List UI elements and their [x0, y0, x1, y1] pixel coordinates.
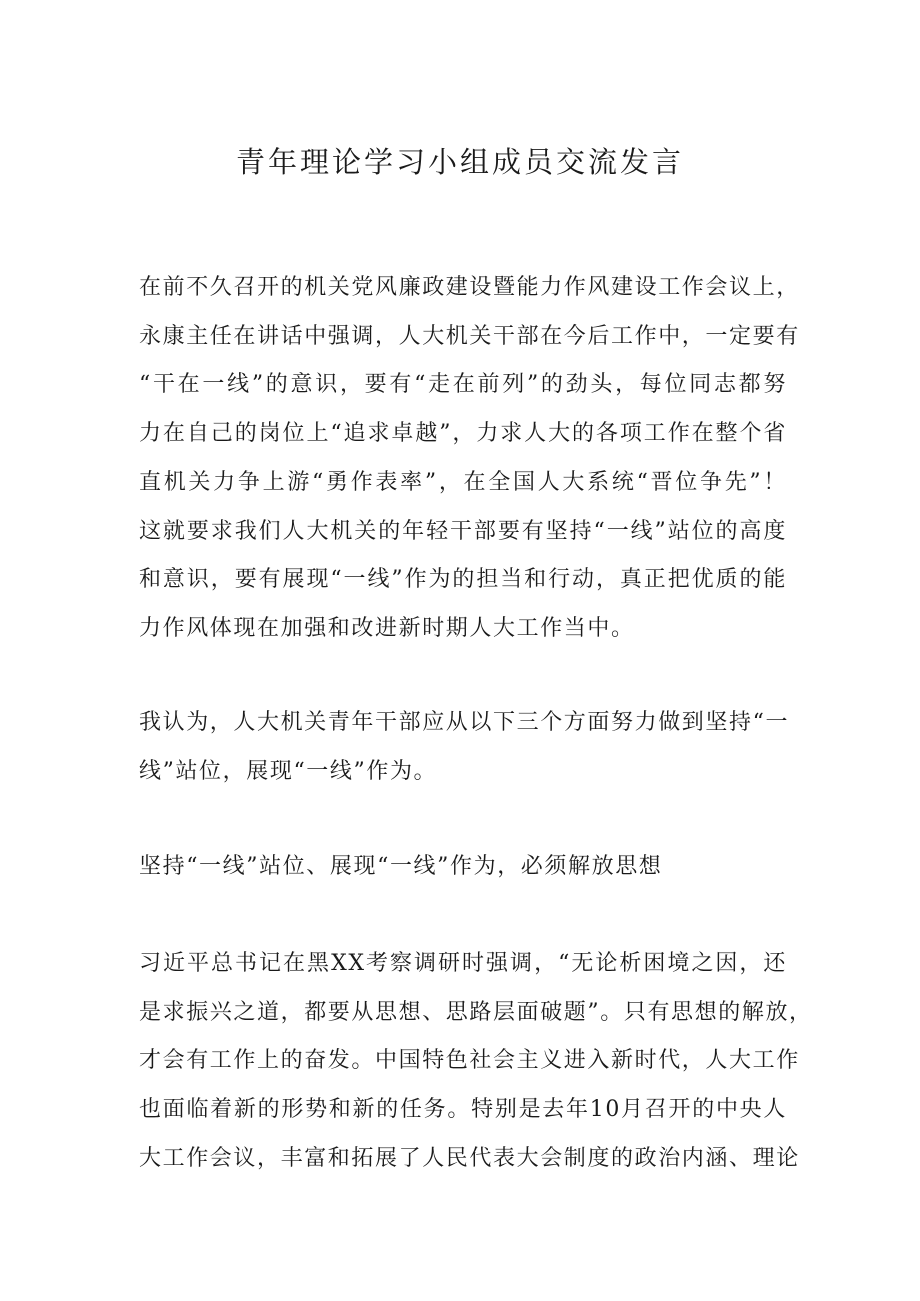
paragraph-line: 力作风体现在加强和改进新时期人大工作当中。: [139, 615, 635, 641]
paragraph-line: 在前不久召开的机关党风廉政建设暨能力作风建设工作会议上，: [139, 275, 800, 300]
paragraph-line: 是求振兴之道，都要从思想、思路层面破题”。只有思想的解放，: [139, 999, 813, 1025]
document-title: 青年理论学习小组成员交流发言: [235, 145, 684, 179]
paragraph-line: 习近平总书记在黑XX考察调研时强调，“无论析困境之因，还: [139, 951, 787, 976]
paragraph-line: 我认为，人大机关青年干部应从以下三个方面努力做到坚持“一: [139, 710, 790, 735]
paragraph-viewpoint: [139, 699, 790, 796]
paragraph-intro: [139, 264, 800, 654]
paragraph-line: 力在自己的岗位上“追求卓越”，力求人大的各项工作在整个省: [139, 421, 787, 447]
paragraph-line: 线”站位，展现“一线”作为。: [139, 758, 438, 784]
paragraph-line: 才会有工作上的奋发。中国特色社会主义进入新时代，人大工作: [139, 1048, 800, 1074]
section-heading-text: 坚持“一线”站位、展现“一线”作为，必须解放思想: [139, 854, 663, 879]
paragraph-line: 也面临着新的形势和新的任务。特别是去年10月召开的中央人: [139, 1097, 787, 1123]
paragraph-line: 和意识，要有展现“一线”作为的担当和行动，真正把优质的能: [139, 567, 787, 593]
paragraph-line: “干在一线”的意识，要有“走在前列”的劲头，每位同志都努: [139, 372, 787, 398]
paragraph-body: [139, 940, 813, 1184]
section-heading: [139, 843, 787, 892]
paragraph-line: 直机关力争上游“勇作表率”，在全国人大系统“晋位争先”！: [139, 469, 787, 495]
paragraph-line: 大工作会议，丰富和拓展了人民代表大会制度的政治内涵、理论: [139, 1145, 800, 1171]
paragraph-line: 这就要求我们人大机关的年轻干部要有坚持“一线”站位的高度: [139, 518, 787, 544]
paragraph-line: 永康主任在讲话中强调，人大机关干部在今后工作中，一定要有: [139, 323, 800, 349]
